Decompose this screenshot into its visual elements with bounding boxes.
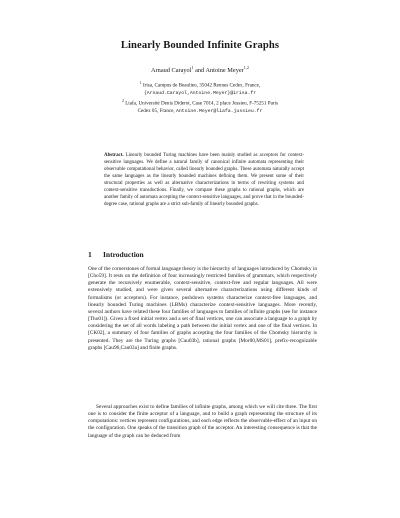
affiliation-1: [70, 80, 330, 98]
affiliation-2: [70, 98, 330, 116]
abstract-label: Abstract.: [104, 153, 124, 158]
body-paragraph: Several approaches exist to define families of infinite graphs, among which we will cite three. The first one is to consider the finite acceptor of a language, and to build a graph representing the structure of its computations: vertices represent configurations, and each edge reflects the observable-effect of an input on the configuration. One speaks of the transition graph of the acceptor. An interesting consequence is that the language of the graph can be deduced from: [88, 404, 317, 439]
body-paragraph: One of the cornerstones of formal language theory is the hierarchy of languages introduced by Chomsky in [Cho59]. It rests on the definition of four increasingly restricted families of grammars, which respectively generate the recursively enumerable, context-sensitive, context-free and regular languages. All were extensively studied, and were given several alternative characterizations using different kinds of formalisms (or acceptors). For instance, pushdown systems characterize context-free languages, and linearly bounded Turing machines (LBMs) characterize context-sensitive languages. More recently, several authors have related these four families of languages to families of infinite graphs (see for instance [Tho01]). Given a fixed initial vertex and a set of final vertices, one can associate a language to a graph by considering the set of all words labeling a path between the initial vertex and one of the final vertices. In [CK02], a summary of four families of graphs accepting the four families of the Chomsky hierarchy is presented. They are the Turing graphs [Cau03b], rational graphs [Mor00,MS01], prefix-recognizable graphs [Cau96,Cau03a] and finite graphs.: [88, 266, 317, 351]
author-name: Arnaud Carayol: [151, 67, 192, 75]
section-title: Introduction: [103, 250, 144, 259]
affiliation-email: {Arnaud.Carayol,Antoine.Meyer}@irisa.fr: [143, 91, 257, 97]
affiliation-address: Liafa, Université Denis Diderot, Case 7014, 2 place Jussieu, F-75251 Paris: [125, 100, 278, 107]
affiliation-address: Cedex 05, France,: [137, 108, 175, 115]
abstract-text: Linearly bounded Turing machines have been mainly studied as acceptors for context-sensitive languages. We define a natural family of canonical infinite automata representing their observable computational behavior, called linearly bounded graphs. These automata naturally accept the same languages as the linearly bounded machines defining them. We present some of their structural properties as well as alternative characterizations in terms of rewriting systems and context-sensitive transductions. Finally, we compare these graphs to rational graphs, which are another family of automata accepting the context-sensitive languages, and prove that in the bounded-degree case, rational graphs are a strict sub-family of linearly bounded graphs.: [104, 153, 305, 207]
affiliation-address: Irisa, Campus de Beaulieu, 35042 Rennes Cedex, France,: [142, 82, 261, 89]
affiliation-mark: 1: [139, 81, 142, 85]
paper-title: Linearly Bounded Infinite Graphs: [120, 40, 280, 51]
section-heading: [88, 250, 144, 259]
section-number: 1: [88, 250, 92, 259]
author-affil-mark: 1,2: [243, 65, 249, 70]
affiliation-email: Antoine.Meyer@liafa.jussieu.fr: [175, 109, 263, 115]
abstract: [104, 153, 304, 209]
author-connector: and: [195, 67, 205, 75]
author-name: Antoine Meyer: [205, 67, 244, 75]
affiliation-mark: 2: [122, 99, 124, 103]
author-line: [0, 65, 400, 74]
author-affil-mark: 1: [191, 65, 194, 70]
